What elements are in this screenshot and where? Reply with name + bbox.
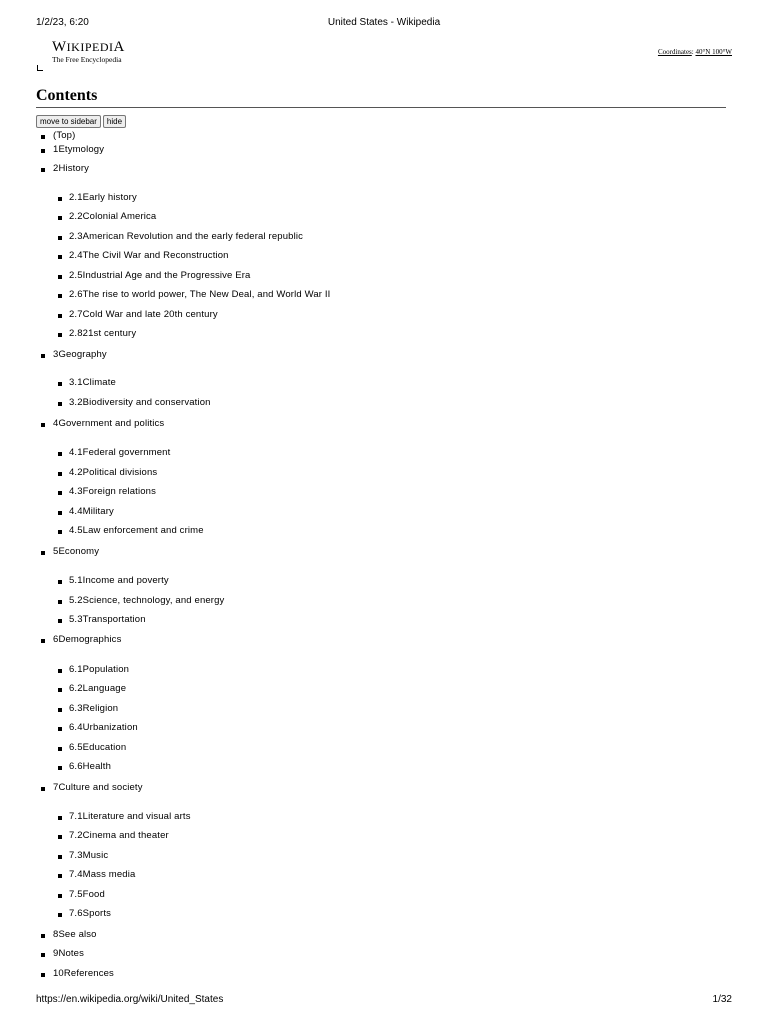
toc-number: 3 (53, 349, 59, 360)
list-bullet-icon (58, 511, 62, 515)
toc-subsection-link[interactable] (69, 595, 224, 607)
list-bullet-icon (58, 835, 62, 839)
toc-subsection-link[interactable] (69, 506, 114, 518)
toc-text: Economy (58, 546, 100, 557)
wikipedia-wordmark: WIKIPEDIA (52, 39, 125, 55)
toc-text: Urbanization (82, 722, 138, 733)
toc-text: (Top) (53, 130, 76, 141)
list-bullet-icon (58, 236, 62, 240)
toc-text: Literature and visual arts (82, 811, 191, 822)
toc-text: Food (82, 889, 105, 900)
toc-text: Cold War and late 20th century (82, 309, 218, 320)
list-bullet-icon (58, 669, 62, 673)
toc-text: Science, technology, and energy (82, 595, 225, 606)
print-page-title: United States - Wikipedia (327, 17, 441, 28)
toc-number: 6.3 (69, 703, 83, 714)
toc-number: 7.1 (69, 811, 83, 822)
list-bullet-icon (58, 874, 62, 878)
list-bullet-icon (58, 382, 62, 386)
toc-text: Government and politics (58, 418, 165, 429)
list-bullet-icon (58, 913, 62, 917)
toc-text: 21st century (82, 328, 137, 339)
toc-subsection-link[interactable] (69, 869, 135, 881)
toc-text: The rise to world power, The New Deal, and World War II (82, 289, 331, 300)
list-bullet-icon (58, 727, 62, 731)
toc-text: Language (82, 683, 127, 694)
list-bullet-icon (41, 168, 45, 172)
list-bullet-icon (58, 688, 62, 692)
toc-section-link[interactable] (53, 130, 75, 142)
toc-text: Mass media (82, 869, 136, 880)
list-bullet-icon (58, 472, 62, 476)
toc-text: Climate (82, 377, 116, 388)
toc-number: 7.5 (69, 889, 83, 900)
toc-subsection-link[interactable] (69, 742, 126, 754)
toc-number: 2.8 (69, 328, 83, 339)
toc-text: The Civil War and Reconstruction (82, 250, 229, 261)
list-bullet-icon (58, 894, 62, 898)
toc-text: Transportation (82, 614, 146, 625)
toc-subsection-link[interactable] (69, 525, 204, 537)
contents-heading: Contents (36, 86, 726, 108)
toc-subsection-link[interactable] (69, 722, 138, 734)
toc-section-link[interactable] (53, 163, 89, 175)
toc-text: See also (58, 929, 97, 940)
list-bullet-icon (58, 580, 62, 584)
toc-subsection-link[interactable] (69, 250, 229, 262)
toc-text: Federal government (82, 447, 171, 458)
list-bullet-icon (58, 314, 62, 318)
toc-section-link[interactable] (53, 948, 84, 960)
toc-subsection-link[interactable] (69, 328, 136, 340)
toc-text: Early history (82, 192, 137, 203)
toc-text: Colonial America (82, 211, 157, 222)
toc-number: 2.7 (69, 309, 83, 320)
toc-number: 6.2 (69, 683, 83, 694)
toc-section-link[interactable] (53, 546, 99, 558)
toc-text: Religion (82, 703, 119, 714)
list-bullet-icon (58, 855, 62, 859)
list-bullet-icon (41, 423, 45, 427)
list-bullet-icon (41, 551, 45, 555)
toc-subsection-link[interactable] (69, 486, 156, 498)
toc-number: 7.4 (69, 869, 83, 880)
toc-number: 5.2 (69, 595, 83, 606)
list-bullet-icon (58, 491, 62, 495)
toc-subsection-link[interactable] (69, 447, 170, 459)
list-bullet-icon (58, 747, 62, 751)
print-page-number: 1/32 (712, 994, 732, 1005)
toc-number: 4.4 (69, 506, 83, 517)
toc-number: 3.1 (69, 377, 83, 388)
toc-number: 2.6 (69, 289, 83, 300)
toc-number: 7.2 (69, 830, 83, 841)
list-bullet-icon (41, 354, 45, 358)
toc-number: 6 (53, 634, 59, 645)
toc-text: Sports (82, 908, 112, 919)
toc-text: References (63, 968, 114, 979)
toc-number: 2.5 (69, 270, 83, 281)
toc-number: 2.4 (69, 250, 83, 261)
print-datetime: 1/2/23, 6:20 (36, 17, 89, 28)
toc-text: Education (82, 742, 127, 753)
toc-section-link[interactable] (53, 782, 143, 794)
list-bullet-icon (58, 530, 62, 534)
toc-subsection-link[interactable] (69, 908, 111, 920)
wikipedia-tagline: The Free Encyclopedia (52, 55, 122, 64)
toc-text: Demographics (58, 634, 122, 645)
toc-subsection-link[interactable] (69, 683, 126, 695)
list-bullet-icon (58, 216, 62, 220)
list-bullet-icon (41, 934, 45, 938)
toc-text: Foreign relations (82, 486, 156, 497)
toc-number: 5.3 (69, 614, 83, 625)
toc-subsection-link[interactable] (69, 377, 116, 389)
list-bullet-icon (58, 197, 62, 201)
toc-number: 7 (53, 782, 59, 793)
list-bullet-icon (58, 333, 62, 337)
toc-number: 6.6 (69, 761, 83, 772)
toc-section-link[interactable] (53, 144, 104, 156)
toc-number: 4.2 (69, 467, 83, 478)
toc-section-link[interactable] (53, 929, 97, 941)
toc-text: Culture and society (58, 782, 143, 793)
toc-text: Military (82, 506, 114, 517)
list-bullet-icon (41, 787, 45, 791)
coordinates-separator: : (691, 48, 696, 56)
toc-text: American Revolution and the early federal republic (82, 231, 303, 242)
list-bullet-icon (58, 708, 62, 712)
toc-subsection-link[interactable] (69, 467, 157, 479)
toc-subsection-link[interactable] (69, 811, 191, 823)
toc-section-link[interactable] (53, 418, 164, 430)
coordinates-label-link[interactable]: Coordinates (657, 48, 692, 56)
toc-number: 10 (53, 968, 64, 979)
toc-subsection-link[interactable] (69, 192, 137, 204)
list-bullet-icon (58, 619, 62, 623)
toc-subsection-link[interactable] (69, 850, 108, 862)
toc-text: Biodiversity and conservation (82, 397, 211, 408)
toc-subsection-link[interactable] (69, 397, 211, 409)
toc-number: 5 (53, 546, 59, 557)
print-url: https://en.wikipedia.org/wiki/United_States (36, 994, 224, 1005)
list-bullet-icon (58, 255, 62, 259)
toc-number: 2.3 (69, 231, 83, 242)
toc-number: 2.2 (69, 211, 83, 222)
list-bullet-icon (41, 953, 45, 957)
toc-subsection-link[interactable] (69, 231, 303, 243)
toc-number: 9 (53, 948, 59, 959)
toc-number: 2.1 (69, 192, 83, 203)
toc-subsection-link[interactable] (69, 761, 111, 773)
coordinates-value-link[interactable]: 40°N 100°W (695, 48, 732, 56)
toc-number: 4 (53, 418, 59, 429)
toc-subsection-link[interactable] (69, 289, 330, 301)
toc-number: 6.5 (69, 742, 83, 753)
toc-text: History (58, 163, 90, 174)
toc-text: Population (82, 664, 130, 675)
toc-text: Music (82, 850, 109, 861)
toc-subsection-link[interactable] (69, 211, 156, 223)
toc-subsection-link[interactable] (69, 270, 251, 282)
toc-subsection-link[interactable] (69, 830, 169, 842)
toc-subsection-link[interactable] (69, 614, 146, 626)
toc-text: Etymology (58, 144, 105, 155)
list-bullet-icon (41, 639, 45, 643)
list-bullet-icon (41, 135, 45, 139)
toc-number: 5.1 (69, 575, 83, 586)
toc-number: 4.1 (69, 447, 83, 458)
toc-text: Law enforcement and crime (82, 525, 204, 536)
toc-number: 7.3 (69, 850, 83, 861)
toc-subsection-link[interactable] (69, 575, 169, 587)
toc-number: 6.4 (69, 722, 83, 733)
list-bullet-icon (58, 294, 62, 298)
list-bullet-icon (58, 402, 62, 406)
list-bullet-icon (41, 149, 45, 153)
toc-subsection-link[interactable] (69, 889, 105, 901)
toc-section-link[interactable] (53, 968, 114, 980)
print-footer (36, 994, 732, 1008)
toc-text: Geography (58, 349, 107, 360)
move-to-sidebar-button[interactable]: move to sidebar (36, 115, 101, 128)
toc-number: 1 (53, 144, 59, 155)
list-bullet-icon (58, 275, 62, 279)
toc-number: 4.3 (69, 486, 83, 497)
toc-text: Cinema and theater (82, 830, 169, 841)
toc-number: 3.2 (69, 397, 83, 408)
list-bullet-icon (58, 452, 62, 456)
toc-subsection-link[interactable] (69, 309, 218, 321)
toc-number: 2 (53, 163, 59, 174)
toc-text: Health (82, 761, 112, 772)
list-bullet-icon (58, 600, 62, 604)
hide-toc-button[interactable]: hide (103, 115, 126, 128)
toc-text: Industrial Age and the Progressive Era (82, 270, 251, 281)
toc-section-link[interactable] (53, 349, 107, 361)
toc-subsection-link[interactable] (69, 664, 129, 676)
toc-text: Notes (58, 948, 85, 959)
toc-number: 7.6 (69, 908, 83, 919)
toc-number: 4.5 (69, 525, 83, 536)
list-bullet-icon (58, 816, 62, 820)
toc-section-link[interactable] (53, 634, 122, 646)
list-bullet-icon (41, 973, 45, 977)
toc-text: Income and poverty (82, 575, 169, 586)
toc-text: Political divisions (82, 467, 158, 478)
list-bullet-icon (58, 766, 62, 770)
toc-number: 6.1 (69, 664, 83, 675)
toc-subsection-link[interactable] (69, 703, 118, 715)
toc-number: 8 (53, 929, 59, 940)
